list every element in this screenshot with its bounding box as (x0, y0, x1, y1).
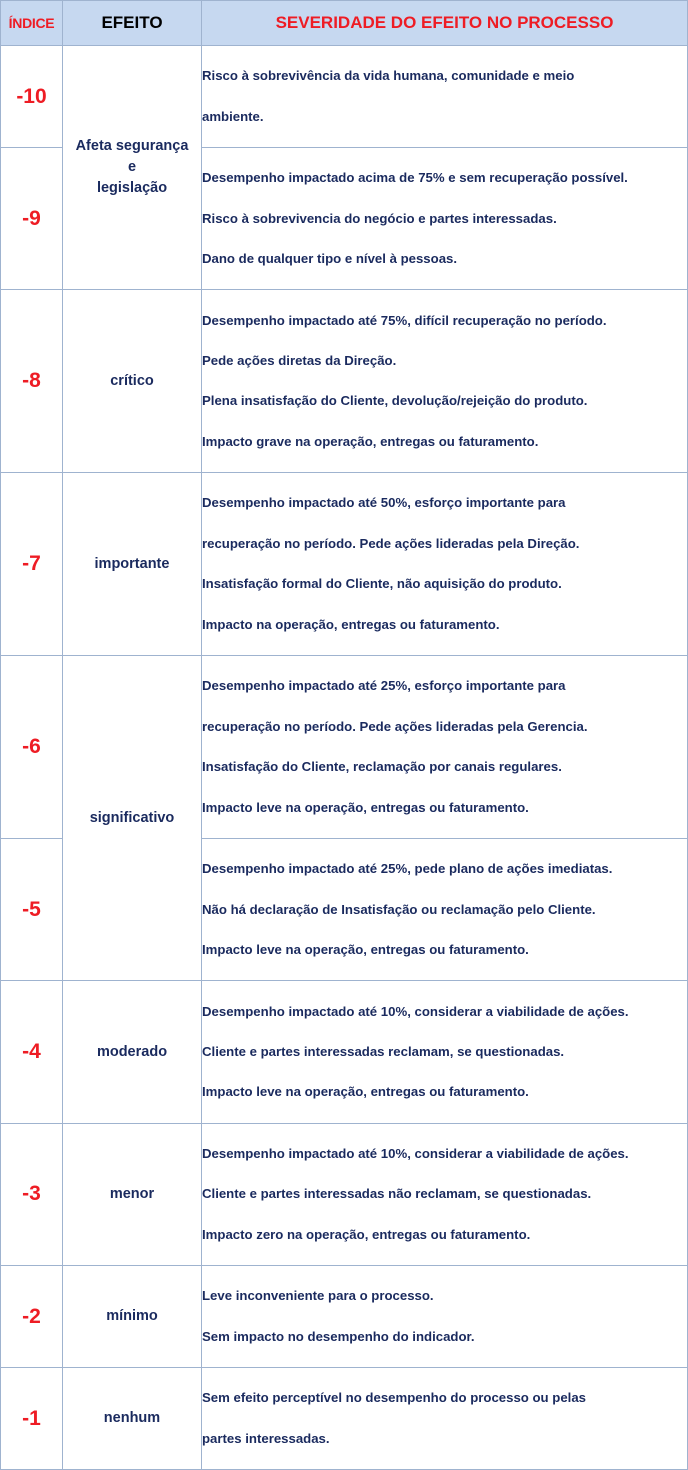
indice-cell: -10 (1, 46, 63, 148)
efeito-line: importante (94, 555, 170, 572)
desc-line: Desempenho impactado até 10%, considerar a viabilidade de ações. (202, 1145, 629, 1161)
desc-line: Cliente e partes interessadas reclamam, se questionadas. (202, 1043, 565, 1059)
table-row (1, 1123, 688, 1265)
indice-cell: -3 (1, 1123, 63, 1265)
table-row (1, 290, 688, 473)
desc-line: Dano de qualquer tipo e nível à pessoas. (202, 251, 458, 267)
desc-line: Plena insatisfação do Cliente, devolução/rejeição do produto. (202, 393, 588, 409)
desc-line: Impacto leve na operação, entregas ou faturamento. (202, 941, 529, 957)
efeito-line: moderado (96, 1043, 168, 1060)
efeito-cell (63, 1266, 202, 1368)
desc-line: recuperação no período. Pede ações lideradas pela Direção. (202, 535, 580, 551)
desc-line: recuperação no período. Pede ações lideradas pela Gerencia. (202, 718, 588, 734)
desc-line: Risco à sobrevivência da vida humana, comunidade e meio (202, 68, 575, 84)
desc-line: Leve inconveniente para o processo. (202, 1288, 434, 1304)
table-row (1, 46, 688, 148)
desc-line: Insatisfação formal do Cliente, não aquisição do produto. (202, 576, 562, 592)
efeito-line: crítico (110, 372, 154, 389)
table-row (1, 656, 688, 839)
table-row (1, 1368, 688, 1470)
indice-cell: -1 (1, 1368, 63, 1470)
desc-cell (202, 1123, 688, 1265)
efeito-cell (63, 46, 202, 290)
desc-line: partes interessadas. (202, 1430, 330, 1446)
desc-cell (202, 1266, 688, 1368)
desc-line: Desempenho impactado até 25%, pede plano de ações imediatas. (202, 861, 613, 877)
indice-cell: -6 (1, 656, 63, 839)
efeito-cell (63, 1123, 202, 1265)
desc-cell (202, 46, 688, 148)
desc-line: Sem impacto no desempenho do indicador. (202, 1328, 475, 1344)
desc-line: Insatisfação do Cliente, reclamação por canais regulares. (202, 759, 562, 775)
efeito-cell (63, 656, 202, 981)
desc-line: Cliente e partes interessadas não reclamam, se questionadas. (202, 1186, 592, 1202)
efeito-line: e (127, 159, 137, 176)
table-row (1, 981, 688, 1123)
table-row (1, 473, 688, 656)
efeito-line: Afeta segurança (75, 138, 189, 155)
desc-line: Impacto zero na operação, entregas ou faturamento. (202, 1226, 531, 1242)
efeito-cell (63, 1368, 202, 1470)
desc-cell (202, 656, 688, 839)
desc-line: Impacto grave na operação, entregas ou faturamento. (202, 433, 539, 449)
desc-cell (202, 838, 688, 980)
table-row (1, 1266, 688, 1368)
desc-line: Impacto na operação, entregas ou faturamento. (202, 616, 500, 632)
efeito-cell (63, 290, 202, 473)
efeito-cell (63, 981, 202, 1123)
desc-line: Impacto leve na operação, entregas ou faturamento. (202, 1084, 529, 1100)
desc-line: Impacto leve na operação, entregas ou faturamento. (202, 799, 529, 815)
desc-line: Desempenho impactado até 50%, esforço importante para (202, 495, 566, 511)
indice-cell: -8 (1, 290, 63, 473)
desc-line: Não há declaração de Insatisfação ou reclamação pelo Cliente. (202, 901, 596, 917)
desc-line: Desempenho impactado até 25%, esforço importante para (202, 678, 566, 694)
desc-cell (202, 1368, 688, 1470)
desc-line: Desempenho impactado até 75%, difícil recuperação no período. (202, 312, 607, 328)
indice-cell: -9 (1, 148, 63, 290)
efeito-line: menor (109, 1185, 155, 1202)
efeito-line: legislação (96, 180, 168, 197)
desc-line: Desempenho impactado até 10%, considerar a viabilidade de ações. (202, 1003, 629, 1019)
desc-cell (202, 981, 688, 1123)
header-row (1, 1, 688, 46)
efeito-line: mínimo (106, 1308, 158, 1325)
header-severidade: SEVERIDADE DO EFEITO NO PROCESSO (202, 1, 688, 46)
indice-cell: -2 (1, 1266, 63, 1368)
desc-line: ambiente. (202, 108, 264, 124)
efeito-line: nenhum (103, 1410, 161, 1427)
indice-cell: -4 (1, 981, 63, 1123)
header-efeito: EFEITO (63, 1, 202, 46)
efeito-cell (63, 473, 202, 656)
header-indice: ÍNDICE (1, 1, 63, 46)
efeito-line: significativo (89, 809, 175, 826)
indice-cell: -5 (1, 838, 63, 980)
desc-cell (202, 290, 688, 473)
desc-cell (202, 148, 688, 290)
desc-line: Pede ações diretas da Direção. (202, 353, 397, 369)
desc-line: Desempenho impactado acima de 75% e sem recuperação possível. (202, 170, 628, 186)
desc-line: Sem efeito perceptível no desempenho do processo ou pelas (202, 1390, 587, 1406)
indice-cell: -7 (1, 473, 63, 656)
desc-cell (202, 473, 688, 656)
desc-line: Risco à sobrevivencia do negócio e partes interessadas. (202, 210, 557, 226)
